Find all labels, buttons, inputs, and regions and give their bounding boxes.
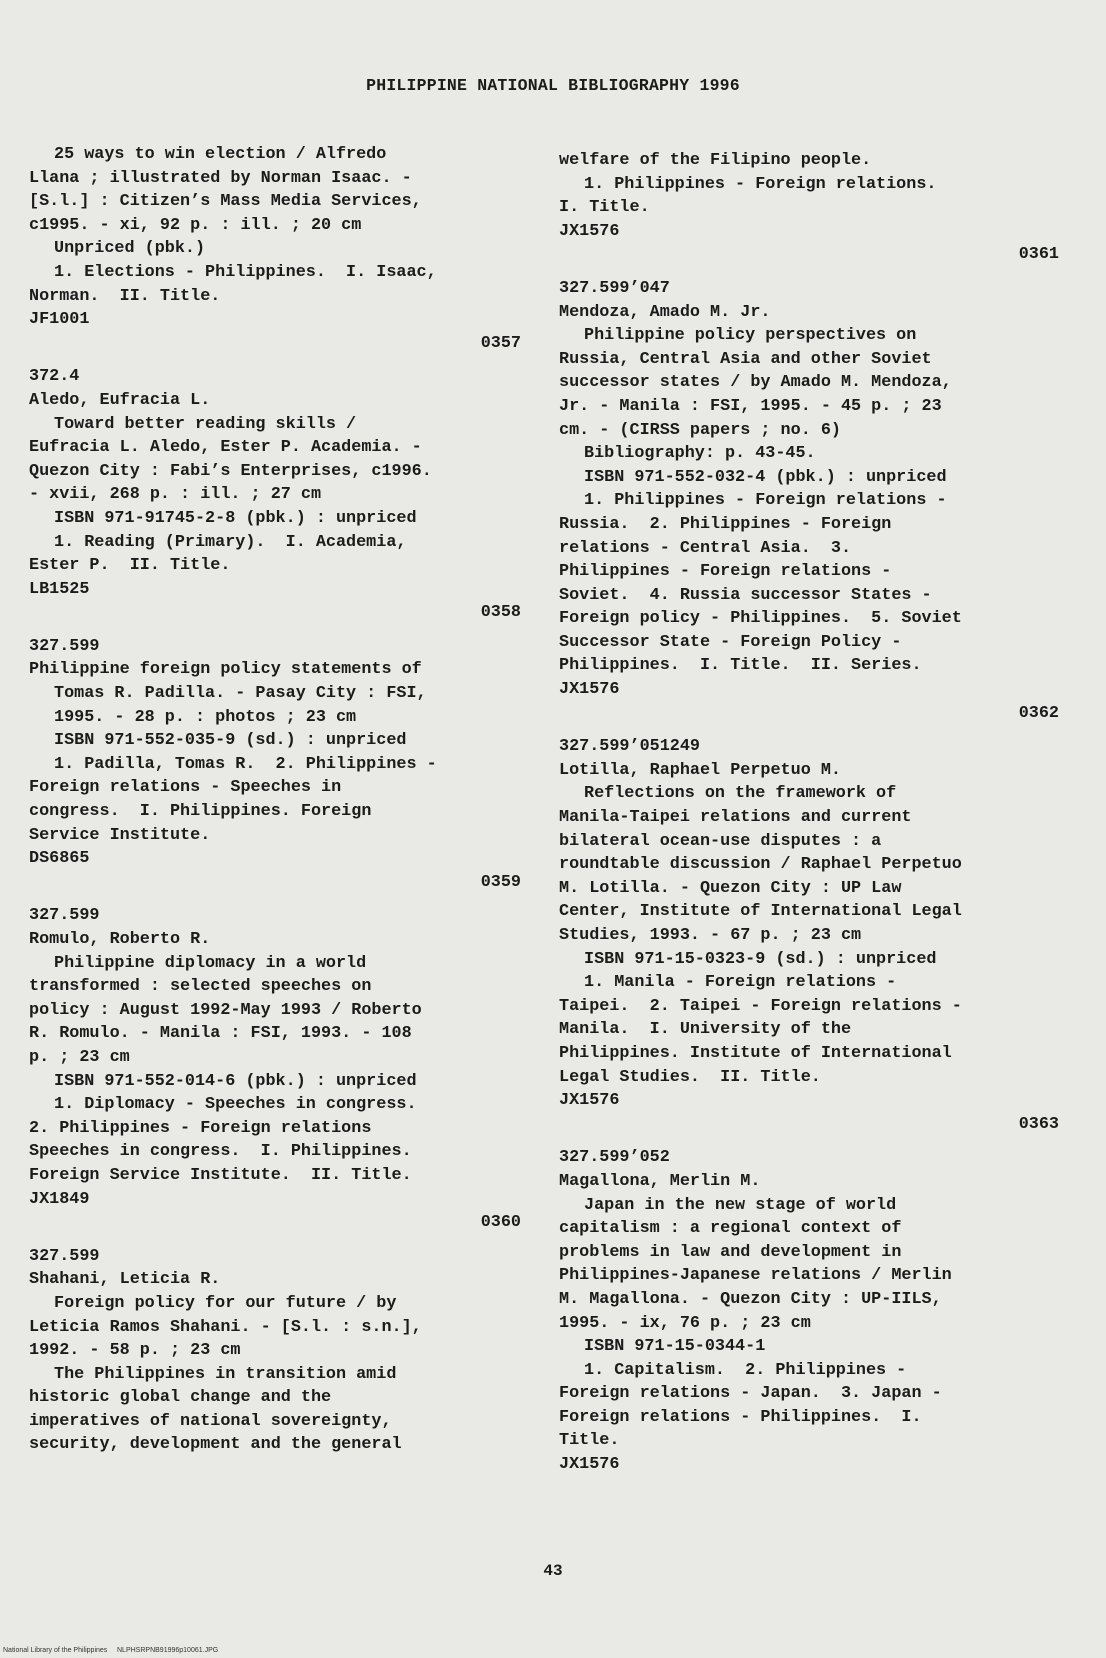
entry-line: Foreign policy - Philippines. 5. Soviet [559, 609, 962, 629]
entry-line: cm. - (CIRSS papers ; no. 6) [559, 420, 841, 440]
entry-line: Foreign relations - Japan. 3. Japan - [559, 1384, 942, 1404]
entry-line: c1995. - xi, 92 p. : ill. ; 20 cm [29, 215, 362, 235]
entry-line: M. Magallona. - Quezon City : UP-IILS, [559, 1289, 942, 1309]
entry-line: Ester P. II. Title. [29, 556, 231, 576]
class-number: 327.599’051249 [559, 737, 700, 757]
entry-line: The Philippines in transition amid [54, 1364, 397, 1384]
entry-line: ISBN 971-15-0323-9 (sd.) : unpriced [584, 949, 937, 969]
entry-line: Speeches in congress. I. Philippines. [29, 1142, 412, 1162]
entry-line: welfare of the Filipino people. [559, 151, 872, 170]
entry-line: Studies, 1993. - 67 p. ; 23 cm [559, 926, 862, 945]
entry-line: Philippine foreign policy statements of [29, 660, 422, 680]
right-column [559, 149, 1059, 1477]
entry-line: Successor State - Foreign Policy - [559, 632, 902, 652]
entry-line: security, development and the general [29, 1435, 402, 1455]
entry-line: 1. Capitalism. 2. Philippines - [584, 1360, 907, 1380]
class-number: 327.599 [29, 1246, 100, 1266]
bib-entry [31, 1245, 521, 1457]
entry-line: R. Romulo. - Manila : FSI, 1993. - 108 [29, 1024, 412, 1044]
entry-line: Shahani, Leticia R. [29, 1270, 221, 1290]
entry-line: Philippines. Institute of International [559, 1043, 952, 1063]
entry-line: - xvii, 268 p. : ill. ; 27 cm [29, 485, 322, 505]
entry-line: Foreign relations - Speeches in [29, 778, 342, 798]
entry-line: Unpriced (pbk.) [54, 239, 206, 259]
entry-line: congress. I. Philippines. Foreign [29, 802, 372, 822]
entry-line: Service Institute. [29, 825, 211, 845]
class-number: 372.4 [29, 367, 80, 387]
entry-line: Magallona, Merlin M. [559, 1171, 761, 1191]
entry-line: Soviet. 4. Russia successor States - [559, 585, 932, 605]
entry-line: Philippine diplomacy in a world [54, 953, 367, 973]
entry-line: DS6865 [29, 849, 90, 869]
class-number: 327.599 [29, 906, 100, 926]
entry-line: Philippines. I. Title. II. Series. [559, 656, 922, 676]
entry-line: ISBN 971-552-014-6 (pbk.) : unpriced [54, 1071, 417, 1091]
entry-line: Title. [559, 1431, 620, 1451]
entry-line: Leticia Ramos Shahani. - [S.l. : s.n.], [29, 1317, 422, 1337]
entry-line: Quezon City : Fabi’s Enterprises, c1996. [29, 461, 432, 481]
entry-line: Philippine policy perspectives on [584, 326, 917, 346]
entry-line: 1. Padilla, Tomas R. 2. Philippines - [54, 754, 437, 774]
entry-line: Legal Studies. II. Title. [559, 1067, 821, 1087]
scan-caption: National Library of the Philippines NLPHSRPNB91996p10061.JPG [3, 1647, 219, 1654]
entry-line: Foreign relations - Philippines. I. [559, 1407, 922, 1427]
entry-line: 1995. - 28 p. : photos ; 23 cm [54, 707, 357, 727]
entry-line: Foreign Service Institute. II. Title. [29, 1165, 412, 1185]
entry-line: Norman. II. Title. [29, 286, 221, 306]
left-column [31, 143, 521, 1457]
entry-gap [31, 625, 521, 635]
entry-number: 0359 [480, 872, 521, 892]
entry-line: Mendoza, Amado M. Jr. [559, 302, 771, 322]
entry-line: M. Lotilla. - Quezon City : UP Law [559, 878, 902, 898]
page-number: 43 [543, 1562, 563, 1580]
entry-line: JF1001 [29, 310, 90, 330]
entry-gap [31, 355, 521, 365]
entry-line: Russia. 2. Philippines - Foreign [559, 514, 892, 534]
bib-entry [559, 149, 1059, 277]
entry-line: LB1525 [29, 579, 90, 599]
entry-line: [S.l.] : Citizen’s Mass Media Services, [29, 192, 422, 212]
entry-line: successor states / by Amado M. Mendoza, [559, 373, 952, 393]
entry-line: JX1576 [559, 680, 620, 700]
entry-line: JX1576 [559, 1455, 620, 1475]
entry-line: JX1576 [559, 221, 620, 241]
entry-number: 0363 [1018, 1114, 1059, 1134]
entry-line: ISBN 971-91745-2-8 (pbk.) : unpriced [54, 508, 417, 528]
entry-line: 1992. - 58 p. ; 23 cm [29, 1341, 241, 1361]
entry-line: Manila-Taipei relations and current [559, 808, 912, 828]
entry-line: I. Title. [559, 198, 650, 218]
entry-line: Toward better reading skills / [54, 414, 357, 434]
entry-line: JX1849 [29, 1189, 90, 1209]
entry-line: 1. Philippines - Foreign relations - [584, 491, 947, 511]
bib-entry [31, 635, 521, 905]
bib-entry [559, 1146, 1059, 1476]
entry-line: transformed : selected speeches on [29, 977, 372, 997]
entry-line: Manila. I. University of the [559, 1020, 852, 1040]
bib-entry [31, 143, 521, 365]
entry-number: 0361 [1018, 245, 1059, 265]
entry-line: 1. Reading (Primary). I. Academia, [54, 532, 407, 552]
entry-line: Center, Institute of International Legal [559, 902, 962, 922]
entry-line: imperatives of national sovereignty, [29, 1411, 392, 1431]
entry-line: problems in law and development in [559, 1242, 902, 1262]
entry-line: Japan in the new stage of world [584, 1195, 897, 1215]
entry-line: Lotilla, Raphael Perpetuo M. [559, 760, 841, 780]
entry-line: Tomas R. Padilla. - Pasay City : FSI, [54, 684, 427, 704]
entry-line: ISBN 971-552-032-4 (pbk.) : unpriced [584, 467, 947, 487]
entry-line: 2. Philippines - Foreign relations [29, 1118, 372, 1138]
entry-number: 0360 [480, 1213, 521, 1233]
entry-line: ISBN 971-15-0344-1 [584, 1337, 766, 1357]
entry-line: p. ; 23 cm [29, 1047, 130, 1067]
entry-line: 1. Manila - Foreign relations - [584, 973, 897, 993]
entry-line: Jr. - Manila : FSI, 1995. - 45 p. ; 23 [559, 396, 942, 416]
entry-gap [559, 725, 1059, 735]
entry-line: JX1576 [559, 1091, 620, 1111]
bib-entry [559, 277, 1059, 735]
class-number: 327.599’052 [559, 1148, 670, 1168]
entry-line: ISBN 971-552-035-9 (sd.) : unpriced [54, 731, 407, 751]
bib-entry [31, 365, 521, 635]
entry-line: capitalism : a regional context of [559, 1219, 902, 1239]
entry-line: Philippines - Foreign relations - [559, 562, 892, 582]
entry-line: Eufracia L. Aledo, Ester P. Academia. - [29, 438, 422, 458]
page-header: PHILIPPINE NATIONAL BIBLIOGRAPHY 1996 [366, 76, 740, 95]
class-number: 327.599’047 [559, 278, 670, 298]
entry-line: Reflections on the framework of [584, 784, 897, 804]
entry-line: Bibliography: p. 43-45. [584, 444, 816, 464]
entry-line: 25 ways to win election / Alfredo [54, 145, 387, 164]
class-number: 327.599 [29, 636, 100, 656]
bib-entry [31, 904, 521, 1244]
entry-gap [31, 894, 521, 904]
entry-line: roundtable discussion / Raphael Perpetuo [559, 855, 962, 875]
entry-line: Philippines-Japanese relations / Merlin [559, 1266, 952, 1286]
entry-line: Romulo, Roberto R. [29, 930, 211, 949]
entry-number: 0358 [480, 603, 521, 623]
entry-line: Aledo, Eufracia L. [29, 390, 211, 410]
entry-line: Llana ; illustrated by Norman Isaac. - [29, 168, 412, 188]
entry-number: 0362 [1018, 703, 1059, 723]
entry-gap [559, 1136, 1059, 1146]
entry-line: 1. Diplomacy - Speeches in congress. [54, 1095, 417, 1115]
entry-line: bilateral ocean-use disputes : a [559, 831, 882, 851]
entry-line: policy : August 1992-May 1993 / Roberto [29, 1000, 422, 1020]
entry-line: Foreign policy for our future / by [54, 1293, 397, 1313]
entry-line: 1995. - ix, 76 p. ; 23 cm [559, 1313, 811, 1333]
entry-line: Taipei. 2. Taipei - Foreign relations - [559, 996, 962, 1016]
entry-line: 1. Philippines - Foreign relations. [584, 174, 937, 194]
bib-entry [559, 735, 1059, 1146]
entry-line: relations - Central Asia. 3. [559, 538, 852, 558]
entry-line: 1. Elections - Philippines. I. Isaac, [54, 262, 437, 282]
entry-gap [31, 1235, 521, 1245]
entry-gap [559, 267, 1059, 277]
entry-number: 0357 [480, 333, 521, 353]
entry-line: historic global change and the [29, 1388, 332, 1408]
entry-line: Russia, Central Asia and other Soviet [559, 349, 932, 369]
